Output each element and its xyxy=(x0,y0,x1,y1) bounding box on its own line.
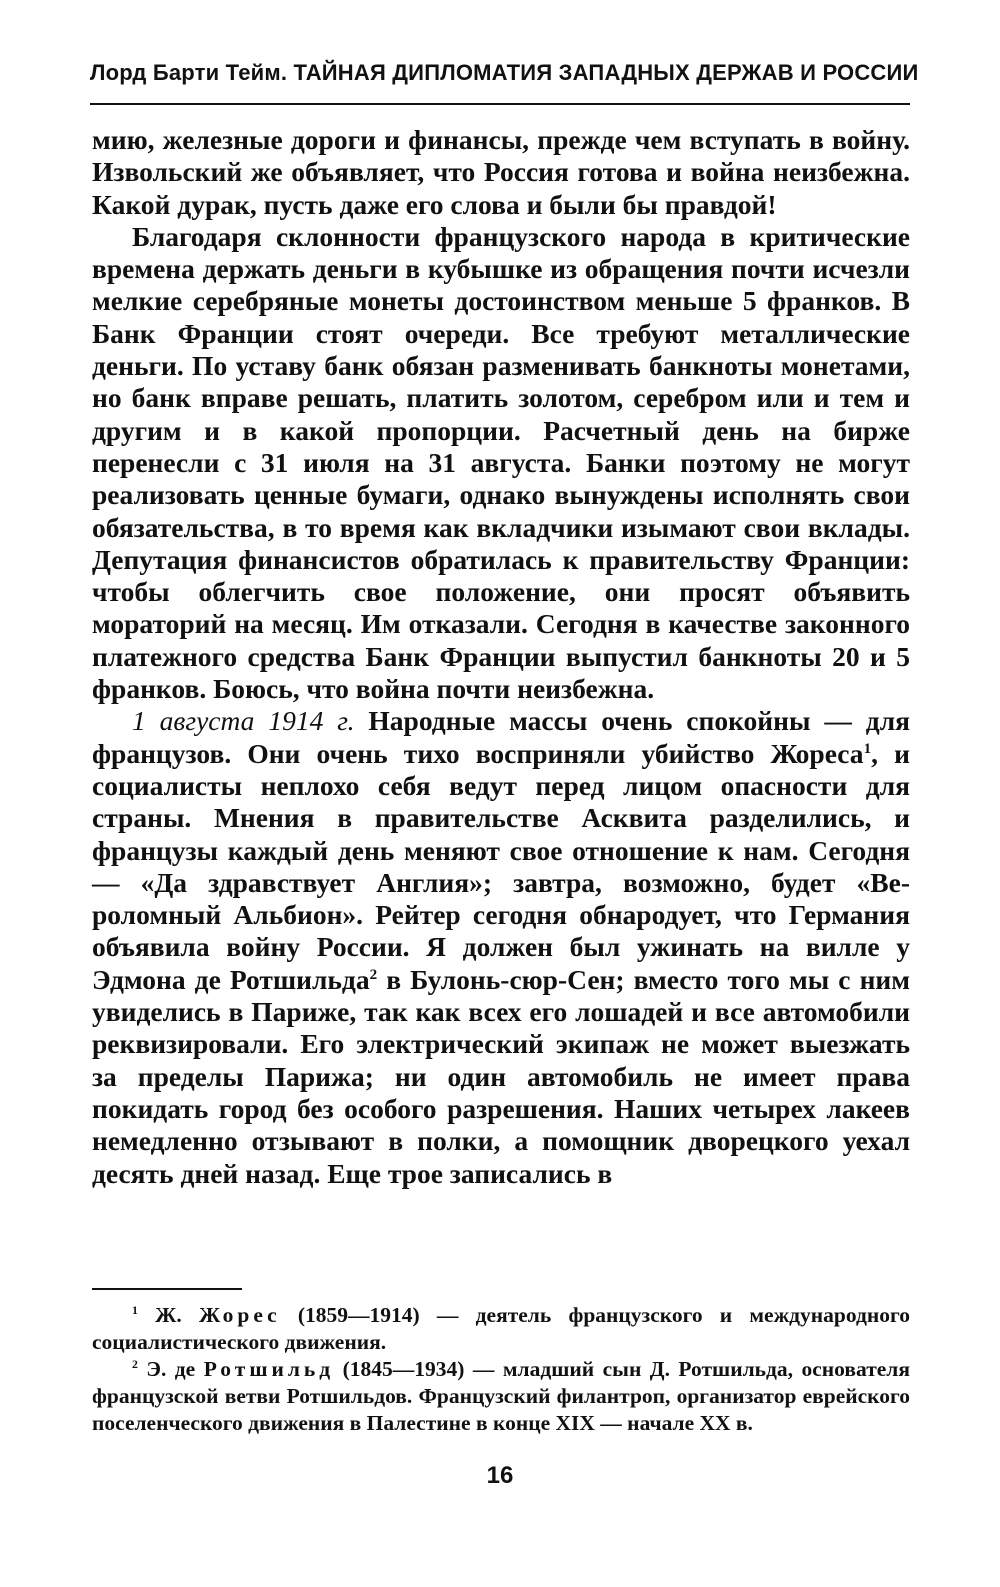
footnote-prefix: Э. де xyxy=(146,1357,196,1381)
footnote-name: Жорес xyxy=(198,1303,281,1327)
footnotes xyxy=(92,1302,910,1437)
footnote-2 xyxy=(92,1356,910,1437)
paragraph-text: в Булонь-сюр-Сен; вместо того мы с ним увиделись в Париже, так как всех его лошадей и все автомобили реквизировали. Его электрический экипаж не может выезжать за пределы Парижа; ни один автомобиль не имеет права покидать город без особого разрешения. Наших четырех лакеев немедленно отзывают в полки, а помощник дворецкого уехал десять дней назад. Еще трое записались в xyxy=(92,963,910,1189)
footnote-number: 1 xyxy=(132,1302,138,1317)
running-head: Лорд Барти Тейм. ТАЙНАЯ ДИПЛОМАТИЯ ЗАПАДНЫХ ДЕРЖАВ И РОССИИ xyxy=(90,60,919,85)
header-rule xyxy=(90,103,910,105)
footnote-text: (1859—1914) — деятель французского и международного социалистического движения. xyxy=(92,1303,911,1354)
footnote-ref[interactable]: 1 xyxy=(863,740,872,757)
paragraph-bank-of-france: Благодаря склонности французского народа в критические времена держать деньги в кубышке из обращения почти исчезли мелкие серебряные монеты достоинством меньше 5 франков. В Банк Франции стоят очереди. Все требуют металлические деньги. По уставу банк обязан разменивать банкноты монетами, но банк вправе решать, платить золотом, серебром или и тем и другим и в какой пропорции. Расчетный день на бирже перенесли с 31 июля на 31 августа. Банки поэтому не могут реализовать ценные бумаги, однако вынуждены исполнять свои обязательства, в то время как вкладчики изымают свои вклады. Депутация финансистов обратилась к правительству Франции: чтобы облегчить свое положение, они просят объявить мораторий на месяц. Им отказали. Сегодня в качестве законного платежного средства Банк Франции выпустил банкноты 20 и 5 франков. Боюсь, что война почти неизбежна. xyxy=(92,220,910,705)
footnote-rule xyxy=(92,1288,242,1290)
footnote-name: Ротшильд xyxy=(203,1357,335,1381)
page-number: 16 xyxy=(486,1462,514,1489)
diary-date: 1 августа 1914 г. xyxy=(132,705,355,737)
paragraph-text: , и социалисты неплохо себя ведут перед лицом опасности для страны. Мнения в правительстве Асквита разделились, и французы каждый день меняют свое отношение к нам. Сегодня — «Да здравствует Англия»; завтра, возможно, будет «Вероломный Альбион». Рейтер сегодня обнародует, что Германия объявила войну России. Я должен был ужинать на вилле у Эдмона де Ротшильда xyxy=(92,737,910,995)
footnote-number: 2 xyxy=(132,1356,138,1371)
paragraph-text: Народные массы очень спокойны — для французов. Они очень тихо восприняли убийство Жореса xyxy=(92,705,910,769)
footnote-ref[interactable]: 2 xyxy=(369,966,378,983)
main-text xyxy=(92,124,910,1190)
paragraph-august-1 xyxy=(92,705,910,1189)
footnote-1 xyxy=(92,1302,910,1356)
footnote-text: (1845—1934) — младший сын Д. Ротшильда, основателя французской ветви Ротшильдов. Французский филантроп, организатор еврейского поселенческого движения в Палестине в конце XIX — начале XX в. xyxy=(92,1357,910,1435)
footnote-prefix: Ж. xyxy=(155,1303,182,1327)
paragraph-continuation: мию, железные дороги и финансы, прежде чем вступать в войну. Извольский же объявляет, что Россия готова и война неизбежна. Какой дурак, пусть даже его слова и были бы правдой! xyxy=(92,124,910,220)
